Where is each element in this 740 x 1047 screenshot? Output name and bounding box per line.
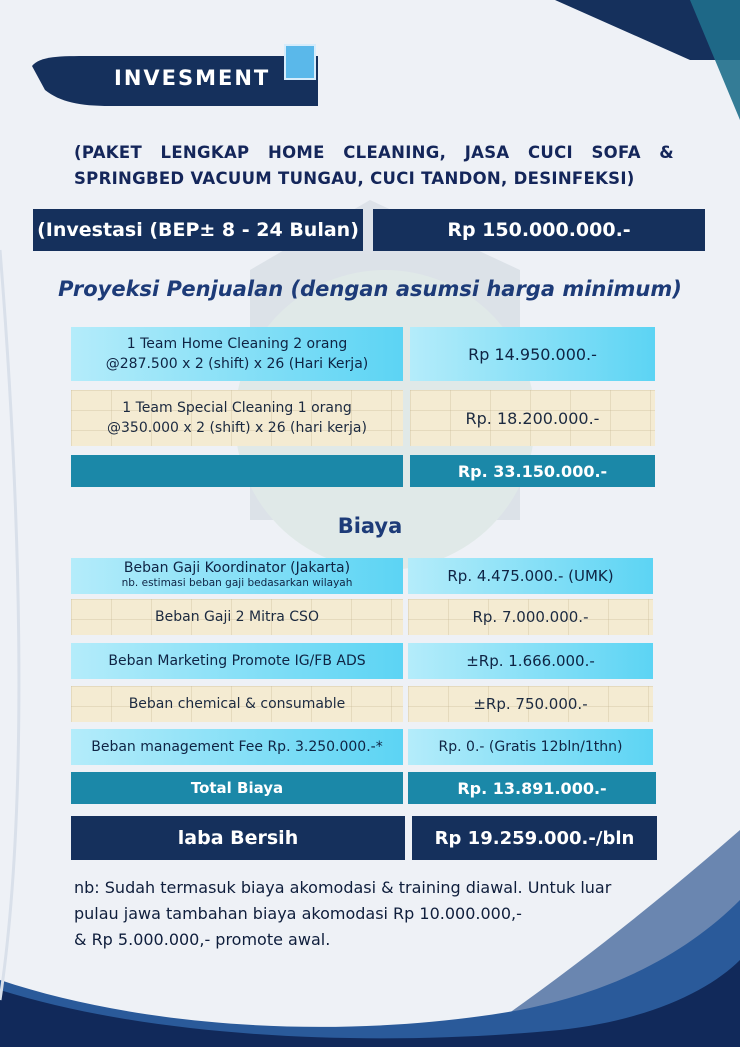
cost-row-2-label: Beban Gaji 2 Mitra CSO [71,599,403,635]
cost-row-1-label [71,558,403,594]
projection-heading: Proyeksi Penjualan (dengan asumsi harga minimum) [58,277,682,301]
cost-row-1-title: Beban Gaji Koordinator (Jakarta) [123,560,351,576]
cost-row-1-note: nb. estimasi beban gaji bedasarkan wilayah [121,577,353,589]
cost-total-value: Rp. 13.891.000.- [408,772,656,804]
cost-total-label: Total Biaya [71,772,403,804]
projection-row-2-line2: @350.000 x 2 (shift) x 26 (hari kerja) [107,420,367,436]
cost-row-3-value: ±Rp. 1.666.000.- [408,643,653,679]
package-subtitle: (PAKET LENGKAP HOME CLEANING, JASA CUCI SOFA & SPRINGBED VACUUM TUNGAU, CUCI TANDON, DESINFEKSI) [74,143,674,188]
costs-heading: Biaya [337,514,403,538]
footnote-line-3: & Rp 5.000.000,- promote awal. [74,930,331,949]
cost-row-5-label: Beban management Fee Rp. 3.250.000.-* [71,729,403,765]
projection-row-1-value: Rp 14.950.000.- [410,327,655,381]
projection-row-1-line1: 1 Team Home Cleaning 2 orang [126,336,348,352]
footnote-line-1: nb: Sudah termasuk biaya akomodasi & training diawal. Untuk luar [74,878,612,897]
projection-row-2-value: Rp. 18.200.000.- [410,390,655,446]
footnote-line-2: pulau jawa tambahan biaya akomodasi Rp 10.000.000,- [74,904,522,923]
projection-row-2-label [71,390,403,446]
projection-row-1-line2: @287.500 x 2 (shift) x 26 (Hari Kerja) [105,356,369,372]
profit-label: laba Bersih [71,816,405,860]
cost-row-1-value: Rp. 4.475.000.- (UMK) [408,558,653,594]
cost-row-2-value: Rp. 7.000.000.- [408,599,653,635]
projection-row-1-label [71,327,403,381]
projection-total-spacer [71,455,403,487]
profit-value: Rp 19.259.000.-/bln [412,816,657,860]
footnote [74,875,694,953]
investment-label: (Investasi (BEP± 8 - 24 Bulan) [33,209,363,251]
projection-total-value: Rp. 33.150.000.- [410,455,655,487]
header-accent-square [285,45,315,79]
cost-row-5-value: Rp. 0.- (Gratis 12bln/1thn) [408,729,653,765]
header-banner [0,0,330,130]
cost-row-4-value: ±Rp. 750.000.- [408,686,653,722]
page-title: INVESMENT [114,66,271,90]
cost-row-3-label: Beban Marketing Promote IG/FB ADS [71,643,403,679]
projection-row-2-line1: 1 Team Special Cleaning 1 orang [122,400,352,416]
cost-row-4-label: Beban chemical & consumable [71,686,403,722]
investment-value: Rp 150.000.000.- [373,209,705,251]
